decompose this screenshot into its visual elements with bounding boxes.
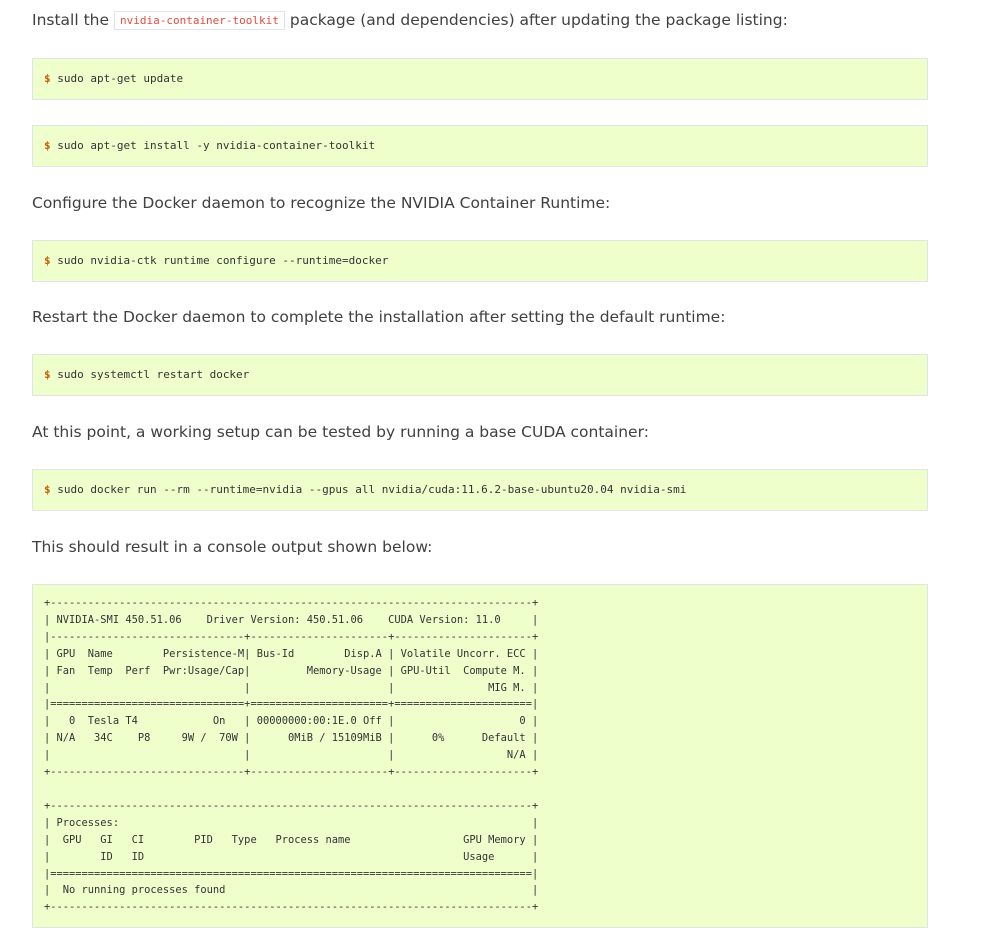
- shell-prompt: $: [44, 483, 51, 496]
- apt-install-command[interactable]: [44, 138, 375, 154]
- console-output-block[interactable]: [32, 584, 928, 928]
- install-paragraph: [32, 9, 788, 32]
- configure-command[interactable]: [44, 253, 388, 269]
- command-text[interactable]: sudo systemctl restart docker: [57, 368, 250, 381]
- test-paragraph: At this point, a working setup can be tested by running a base CUDA container:: [32, 423, 649, 441]
- apt-update-code-block[interactable]: [32, 58, 928, 100]
- command-text[interactable]: sudo apt-get install -y nvidia-container-toolkit: [57, 139, 376, 152]
- shell-prompt: $: [44, 72, 51, 85]
- configure-paragraph: Configure the Docker daemon to recognize the NVIDIA Container Runtime:: [32, 194, 611, 212]
- install-prefix-text: Install the: [32, 11, 110, 29]
- shell-prompt: $: [44, 254, 51, 267]
- apt-install-code-block[interactable]: [32, 125, 928, 167]
- configure-code-block[interactable]: [32, 240, 928, 282]
- docker-run-command[interactable]: [44, 482, 686, 498]
- package-name-code: nvidia-container-toolkit: [114, 11, 285, 30]
- command-text[interactable]: sudo apt-get update: [57, 72, 184, 85]
- restart-paragraph: Restart the Docker daemon to complete the installation after setting the default runtime:: [32, 308, 726, 326]
- command-text[interactable]: sudo docker run --rm --runtime=nvidia --gpus all nvidia/cuda:11.6.2-base-ubuntu20.04 nvidia-smi: [57, 483, 687, 496]
- command-text[interactable]: sudo nvidia-ctk runtime configure --runtime=docker: [57, 254, 389, 267]
- shell-prompt: $: [44, 139, 51, 152]
- shell-prompt: $: [44, 368, 51, 381]
- restart-code-block[interactable]: [32, 354, 928, 396]
- restart-command[interactable]: [44, 367, 249, 383]
- docker-run-code-block[interactable]: [32, 469, 928, 511]
- result-paragraph: This should result in a console output shown below:: [32, 538, 433, 556]
- apt-update-command[interactable]: [44, 71, 183, 87]
- install-suffix-text: package (and dependencies) after updating the package listing:: [289, 11, 788, 29]
- nvidia-smi-output[interactable]: +-----------------------------------------------------------------------------+ | NVIDIA-SMI 450.51.06 Driver Version: 450.51.06 CUDA Version: 11.0 | |-------------------------------+----------------------+----------------------+ | GPU Name Persistence-M| Bus-Id Disp.A | Volatile Uncorr. ECC | | Fan Temp Perf Pwr:Usage/Cap| Memory-Usage | GPU-Util Compute M. | | | | MIG M. | |===============================+======================+======================| | 0 Tesla T4 On | 00000000:00:1E.0 Off | 0 | | N/A 34C P8 9W / 70W | 0MiB / 15109MiB | 0% Default | | | | N/A | +-------------------------------+----------------------+----------------------+ +-----------------------------------------------------------------------------+ | Processes: | | GPU GI CI PID Type Process name GPU Memory | | ID ID Usage | |=============================================================================| | No running processes found | +-----------------------------------------------------------------------------+: [44, 597, 539, 914]
